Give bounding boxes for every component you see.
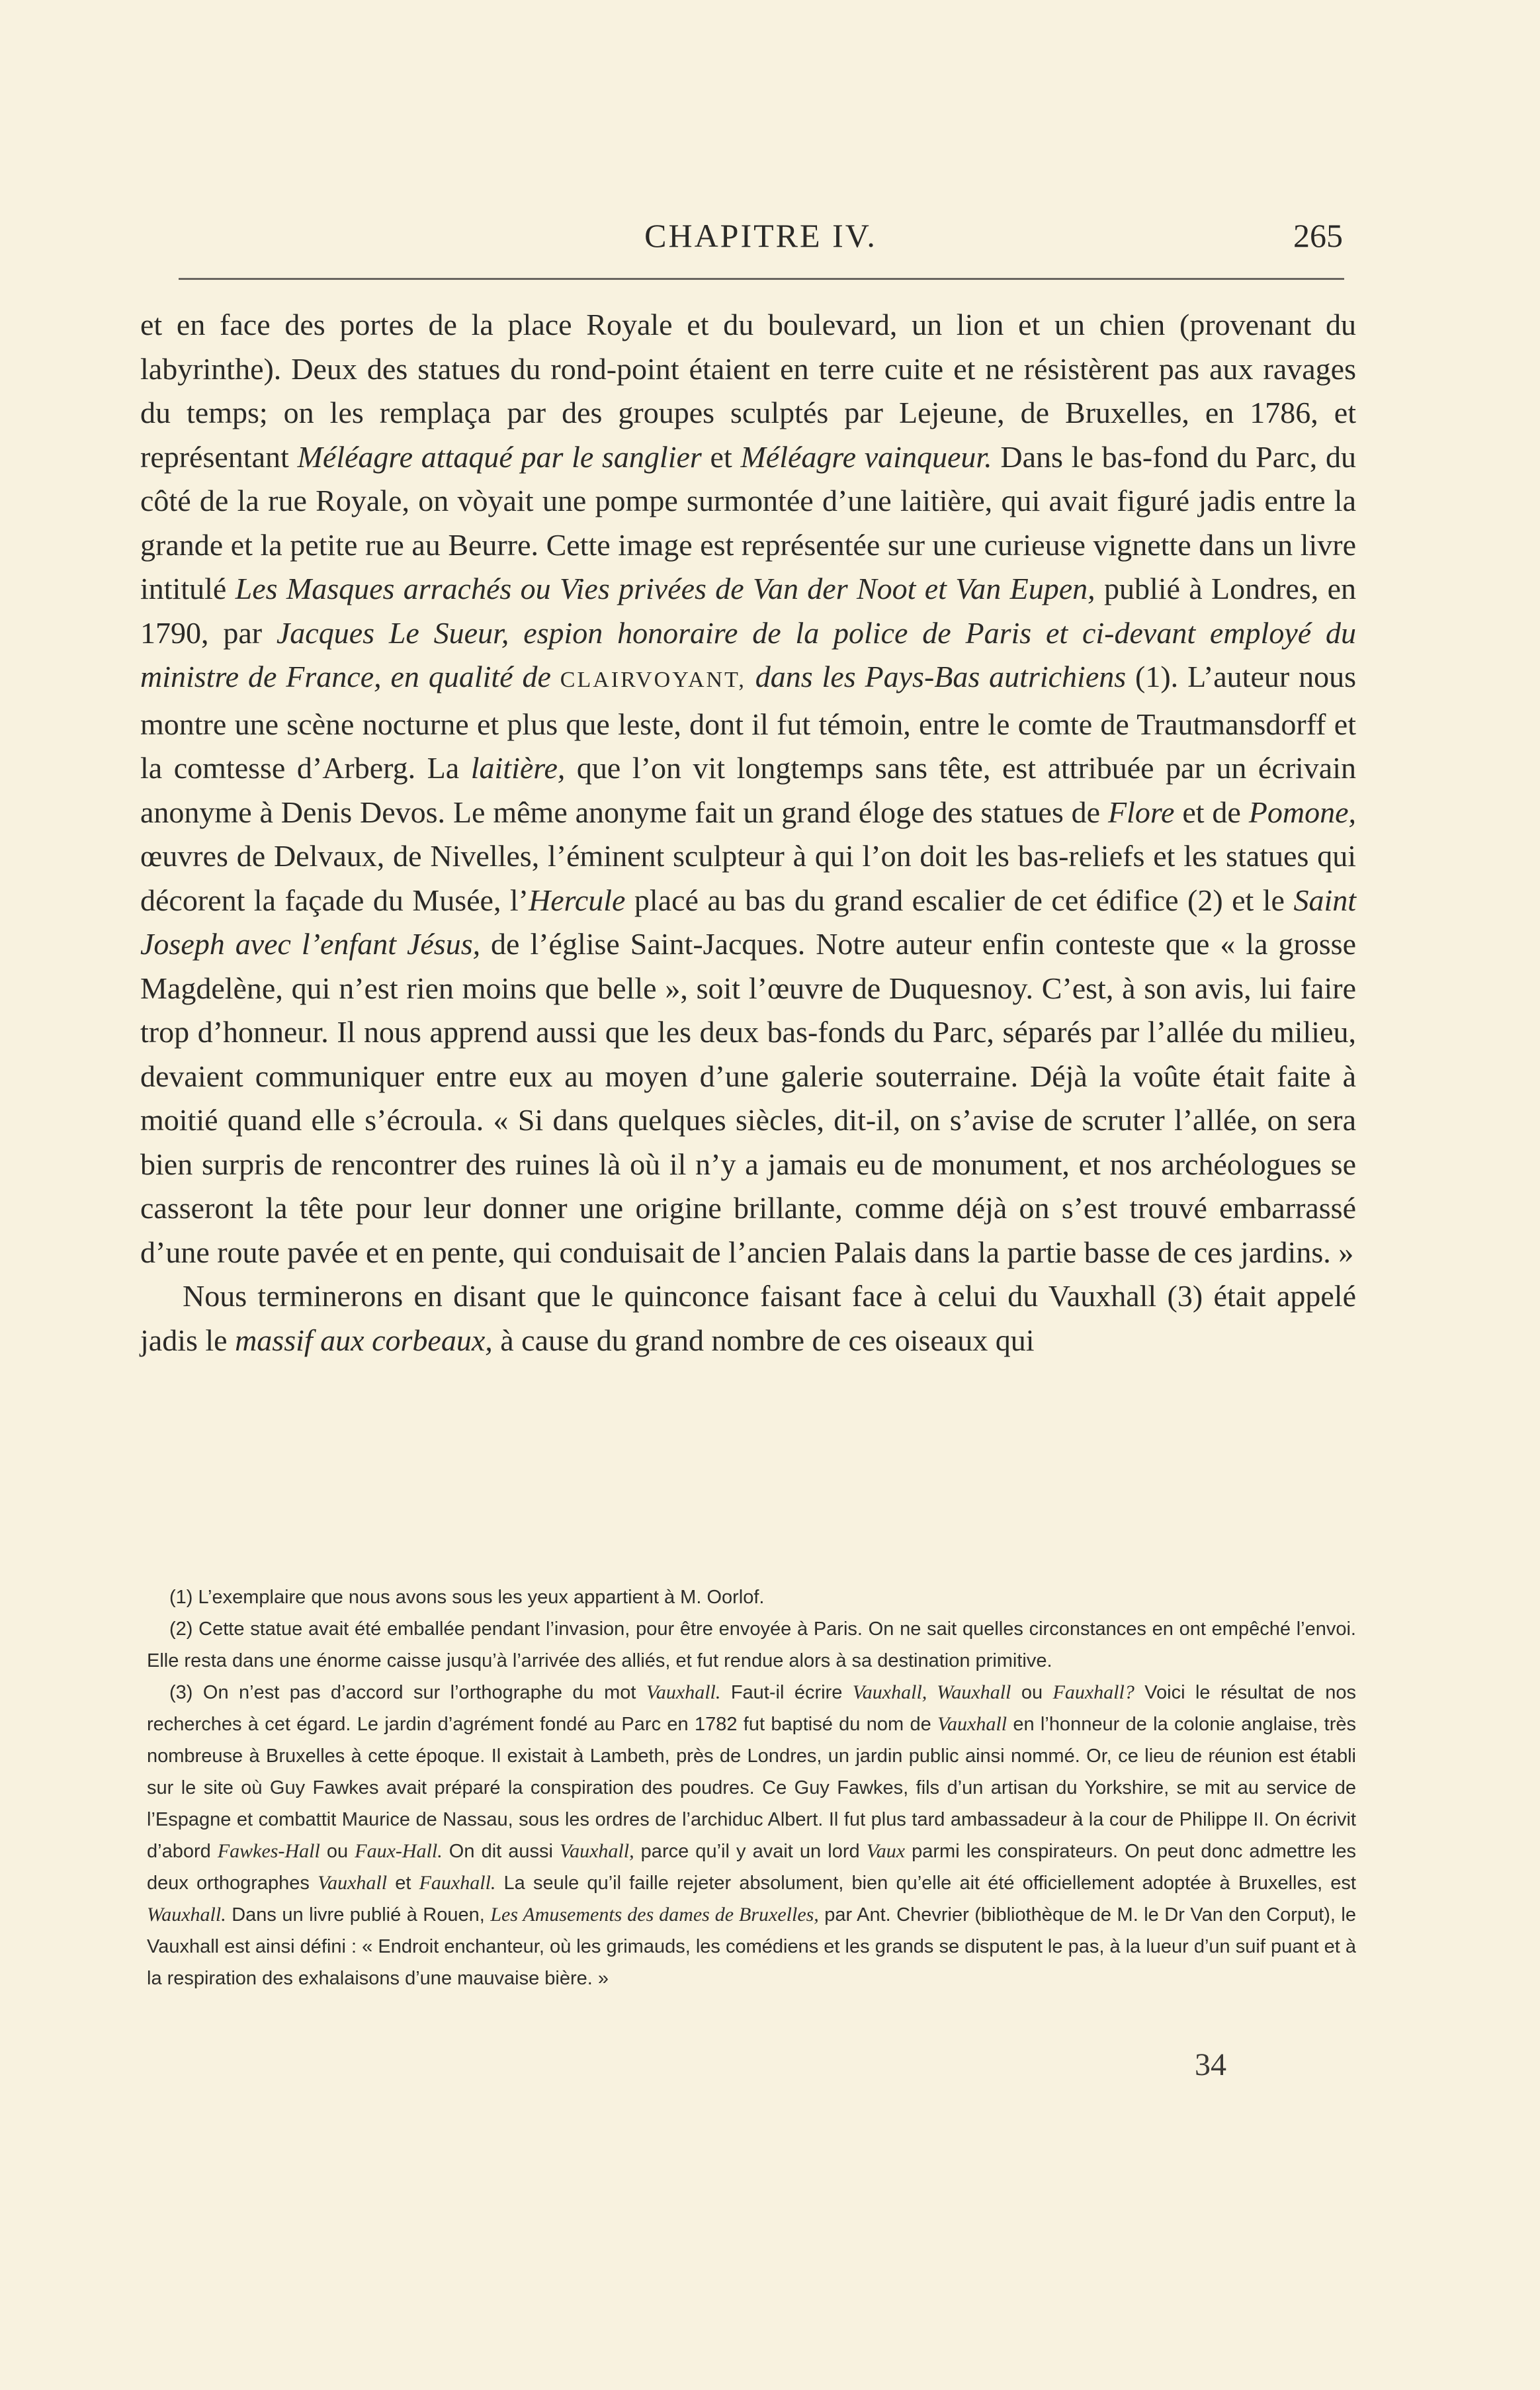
footnote-1: (1) L’exemplaire que nous avons sous les yeux appartient à M. Oorlof. xyxy=(169,1587,765,1608)
italic-title: Saint Joseph avec l’enfant Jésus, xyxy=(140,883,1356,961)
page-number: 265 xyxy=(1293,217,1343,254)
footnotes xyxy=(147,1581,1356,1994)
text-run: que l’on vit longtemps sans tête, est attribuée par un écrivain anonyme à Denis Devos. Le même anonyme fait un grand éloge des statues de xyxy=(140,751,1356,829)
italic-title: dans les Pays-Bas autrichiens xyxy=(755,660,1127,693)
text-run: (3) On n’est pas d’accord sur l’orthographe du mot xyxy=(169,1682,646,1703)
text-run: Dans un livre publié à Rouen, xyxy=(226,1904,491,1925)
small-caps-word: CLAIRVOYANT, xyxy=(550,668,755,692)
text-run: Nous terminerons en disant que le quinconce faisant face à celui du Vauxhall (3) était appelé jadis le xyxy=(140,1279,1356,1357)
text-run: La seule qu’il faille rejeter absolument, bien qu’elle ait été officiellement adoptée à Bruxelles, est xyxy=(495,1873,1356,1894)
italic-title: Méléagre attaqué par le sanglier xyxy=(297,439,702,474)
italic-term: Fawkes-Hall xyxy=(217,1840,320,1862)
text-run: œuvres de Delvaux, de Nivelles, l’éminent sculpteur à qui l’on doit les bas-reliefs et les statues qui décorent la façade du Musée, l’ xyxy=(140,839,1356,917)
italic-title: Flore xyxy=(1107,795,1175,829)
paragraph-1 xyxy=(140,303,1356,1274)
footnote-2: (2) Cette statue avait été emballée pendant l’invasion, pour être envoyée à Paris. On ne sait quelles circonstances en ont empêché l’envoi. Elle resta dans une énorme caisse jusqu’à l’arrivée des alliés, et fut rendue alors à sa destination primitive. xyxy=(147,1618,1356,1671)
text-run: ou xyxy=(320,1841,355,1862)
text-run: et xyxy=(701,439,741,474)
page-header xyxy=(179,209,1343,262)
text-run: Voici le résultat de nos recherches à cet égard. Le jardin d’agrément fondé au Parc en 1782 fut baptisé du nom de xyxy=(147,1682,1356,1735)
italic-term: Les Amusements des dames de Bruxelles, xyxy=(490,1904,819,1925)
text-run: et de xyxy=(1174,795,1249,829)
text-run: et xyxy=(387,1873,419,1894)
footnote-3 xyxy=(147,1677,1356,1994)
text-run: de l’église Saint-Jacques. Notre auteur enfin conteste que « la grosse Magdelène, qui n’est rien moins que belle », soit l’œuvre de Duquesnoy. C’est, à son avis, lui faire trop d’honneur. Il nous apprend aussi que les deux bas-fonds du Parc, séparés par l’allée du milieu, devaient communiquer entre eux au moyen d’une galerie souterraine. Déjà la voûte était faite à moitié quand elle s’écroula. « Si dans quelques siècles, dit-il, on s’avise de scruter l’allée, on sera bien surpris de rencontrer des ruines là où il n’y a jamais eu de monument, et nos archéologues se casseront la tête pour leur donner une origine brillante, comme déjà on s’est trouvé embarrassé d’une route pavée et en pente, qui conduisait de l’ancien Palais dans la partie basse de ces jardins. » xyxy=(140,927,1356,1269)
italic-term: Vaux xyxy=(866,1840,906,1862)
text-run: par Ant. Chevrier (bibliothèque de M. le Dr Van den Corput), le Vauxhall est ainsi défini : « Endroit enchanteur, où les grimauds, les comédiens et les grands se disputent le pas, à la lueur d’un suif puant et à la respiration des exhalaisons d’une mauvaise bière. » xyxy=(147,1904,1356,1989)
text-run: publié à Londres, en 1790, par xyxy=(140,572,1356,650)
text-run: placé au bas du grand escalier de cet édifice (2) et le xyxy=(625,883,1294,917)
text-run: parce qu’il y avait un lord xyxy=(634,1841,867,1862)
italic-term: Fauxhall. xyxy=(419,1872,496,1894)
italic-term: Vauxhall, Wauxhall xyxy=(852,1681,1011,1703)
italic-title: Jacques Le Sueur, espion honoraire de la police de Paris et ci-devant employé du ministre de France, en qualité de xyxy=(140,615,1356,693)
text-run: à cause du grand nombre de ces oiseaux qui xyxy=(492,1323,1035,1357)
italic-term: Vauxhall xyxy=(318,1872,388,1894)
paragraph-2 xyxy=(140,1274,1356,1362)
italic-term: Vauxhall xyxy=(937,1713,1007,1735)
running-title: CHAPITRE IV. xyxy=(644,217,877,254)
italic-title: Méléagre vainqueur. xyxy=(740,439,992,474)
italic-title: Pomone, xyxy=(1248,795,1356,829)
text-run: (1). L’auteur nous montre une scène nocturne et plus que leste, dont il fut témoin, entre le comte de Trautmansdorff et la comtesse d’Arberg. La xyxy=(140,660,1356,785)
italic-term: Fauxhall? xyxy=(1052,1681,1134,1703)
italic-term: Faux-Hall. xyxy=(355,1840,443,1862)
italic-title: Les Masques arrachés ou Vies privées de Van der Noot et Van Eupen, xyxy=(235,572,1095,605)
text-run: On dit aussi xyxy=(442,1841,560,1862)
italic-term: Vauxhall, xyxy=(560,1840,634,1862)
text-run: en l’honneur de la colonie anglaise, très nombreuse à Bruxelles à cette époque. Il existait à Lambeth, près de Londres, un jardin public ainsi nommé. Or, ce lieu de réunion est établi sur le site où Guy Fawkes avait préparé la conspiration des poudres. Ce Guy Fawkes, fils d’un artisan du Yorkshire, se mit au service de l’Espagne et combattit Maurice de Nassau, sous les ordres de l’archiduc Albert. Il fut plus tard ambassadeur à la cour de Philippe II. On écrivit d’abord xyxy=(147,1714,1356,1862)
header-rule xyxy=(179,278,1344,280)
italic-term: Wauxhall. xyxy=(147,1904,226,1925)
text-run: parmi les conspirateurs. On peut donc admettre les deux orthographes xyxy=(147,1841,1357,1894)
italic-title: Hercule xyxy=(529,883,626,917)
text-run: Faut-il écrire xyxy=(720,1682,853,1703)
body-text xyxy=(140,303,1356,1362)
signature-mark: 34 xyxy=(1195,2047,1226,2082)
italic-term: Vauxhall. xyxy=(646,1681,721,1703)
text-run: ou xyxy=(1011,1682,1053,1703)
text-run: et en face des portes de la place Royale et du boulevard, un lion et un chien (provenant du labyrinthe). Deux des statues du rond-point étaient en terre cuite et ne résistèrent pas aux ravages du temps; on les remplaça par des groupes sculptés par Lejeune, de Bruxelles, en 1786, et représentant xyxy=(140,308,1356,474)
italic-title: massif aux corbeaux, xyxy=(235,1323,493,1357)
italic-title: laitière, xyxy=(470,751,566,785)
text-run: Dans le bas-fond du Parc, du côté de la rue Royale, on vòyait une pompe surmontée d’une laitière, qui avait figuré jadis entre la grande et la petite rue au Beurre. Cette image est représentée sur une curieuse vignette dans un livre intitulé xyxy=(140,439,1356,605)
